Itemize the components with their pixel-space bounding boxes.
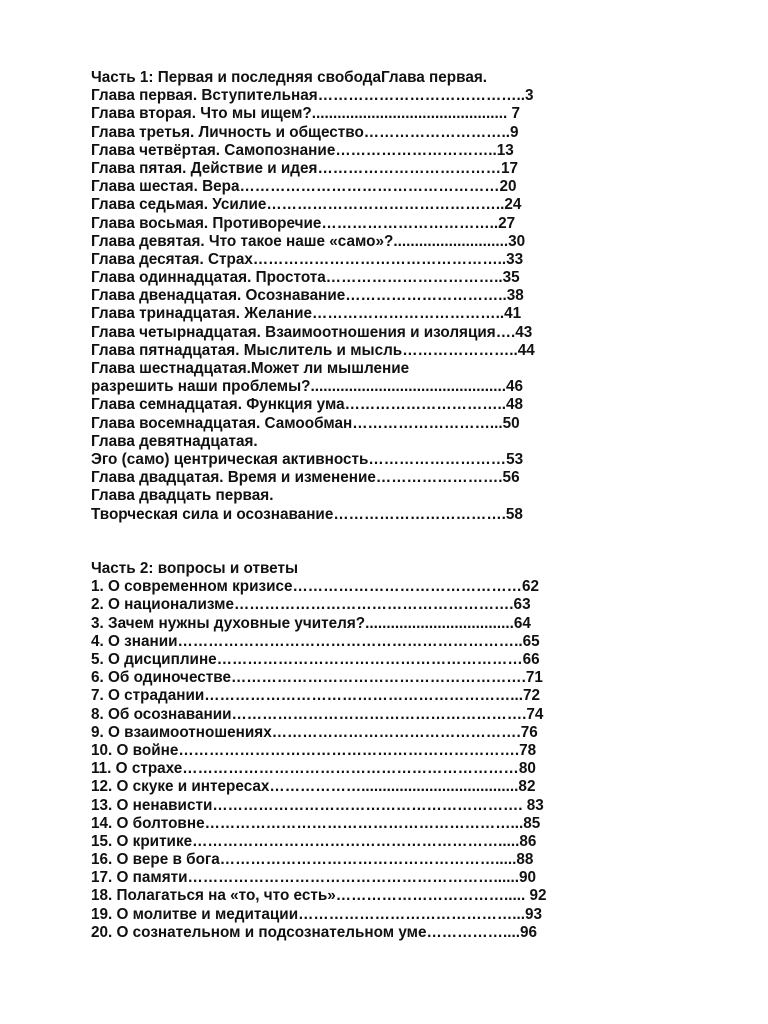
toc-entry: Глава семнадцатая. Функция ума…………………………..48: [91, 396, 524, 414]
part2-toc-list: [91, 578, 691, 942]
toc-entry: Глава двадцать первая.: [91, 487, 274, 505]
toc-entry: Глава третья. Личность и общество………………………..9: [91, 123, 519, 141]
toc-entry: Творческая сила и осознавание…………………………….58: [91, 505, 523, 523]
toc-entry: Глава вторая. Что мы ищем?.............................................. 7: [91, 105, 520, 123]
toc-entry: 10. О войне………………………………………………………….78: [91, 741, 537, 759]
toc-entry: 11. О страхе…………………………………………………………80: [91, 760, 536, 778]
toc-entry: Глава двенадцатая. Осознавание…………………………..38: [91, 287, 524, 305]
toc-entry: 6. Об одиночестве………………………………………………….71: [91, 669, 543, 687]
toc-entry: 4. О знании…………………………………………………………..65: [91, 632, 540, 650]
toc-entry: Глава четырнадцатая. Взаимоотношения и изоляция….43: [91, 323, 533, 341]
toc-entry: 15. О критике…………………………………………………….....86: [91, 832, 537, 850]
toc-entry: 7. О страдании……………………………………………………...72: [91, 687, 540, 705]
toc-entry: разрешить наши проблемы?..............................................46: [91, 378, 523, 396]
toc-entry: Глава девятнадцатая.: [91, 432, 258, 450]
toc-entry: 9. О взаимоотношениях………………………………………….76: [91, 723, 538, 741]
part1-heading: Часть 1: Первая и последняя свободаГлава первая.: [91, 69, 488, 86]
toc-entry: 1. О современном кризисе………………………………………62: [91, 578, 539, 596]
toc-entry: Глава восьмая. Противоречие……………………………..27: [91, 214, 516, 232]
toc-entry: Эго (само) центрическая активность………………………53: [91, 450, 524, 468]
toc-entry: 18. Полагаться на «то, что есть»……………………………..... 92: [91, 887, 547, 905]
toc-entry: Глава пятнадцатая. Мыслитель и мысль…………………..44: [91, 341, 535, 359]
part1-toc-list: [91, 87, 691, 524]
toc-entry: 5. О дисциплине……………………………………………………66: [91, 651, 540, 669]
toc-entry: Глава девятая. Что такое наше «само»?...........................30: [91, 232, 526, 250]
toc-entry: Глава пятая. Действие и идея………………………………17: [91, 159, 519, 177]
toc-entry: 17. О памяти……………………………………………………......90: [91, 869, 536, 887]
toc-entry: Глава двадцатая. Время и изменение…………………….56: [91, 469, 520, 487]
part1-section: [91, 69, 691, 524]
part2-section: [91, 560, 691, 942]
toc-entry: 2. О национализме……………………………………………….63: [91, 596, 531, 614]
toc-entry: 14. О болтовне……………………………………………………...85: [91, 814, 541, 832]
toc-entry: 20. О сознательном и подсознательном уме……………....96: [91, 923, 537, 941]
toc-entry: 8. Об осознавании………………………………………………….74: [91, 705, 544, 723]
toc-entry: 12. О скуке и интересах……………….....................................82: [91, 778, 536, 796]
document-page: [91, 69, 691, 942]
toc-entry: Глава шестая. Вера……………………………………………20: [91, 178, 517, 196]
toc-entry: Глава первая. Вступительная…………………………………..3: [91, 87, 534, 105]
toc-entry: 16. О вере в бога……………………………………………….....88: [91, 851, 534, 869]
toc-entry: Глава десятая. Страх…………………………………………..33: [91, 250, 524, 268]
toc-entry: 3. Зачем нужны духовные учителя?...................................64: [91, 614, 531, 632]
toc-entry: Глава одиннадцатая. Простота……………………………..35: [91, 269, 520, 287]
toc-entry: Глава седьмая. Усилие………………………………………..24: [91, 196, 522, 214]
part2-heading: Часть 2: вопросы и ответы: [91, 560, 299, 578]
toc-entry: 19. О молитве и медитации……………………………………...93: [91, 905, 543, 923]
toc-entry: Глава четвёртая. Самопознание…………………………..13: [91, 141, 514, 159]
toc-entry: Глава тринадцатая. Желание………………………………..41: [91, 305, 522, 323]
toc-entry: Глава шестнадцатая.Может ли мышление: [91, 360, 410, 377]
toc-entry: Глава восемнадцатая. Самообман………………………...50: [91, 414, 520, 432]
toc-entry: 13. О ненависти……………………………………………………. 83: [91, 796, 544, 814]
